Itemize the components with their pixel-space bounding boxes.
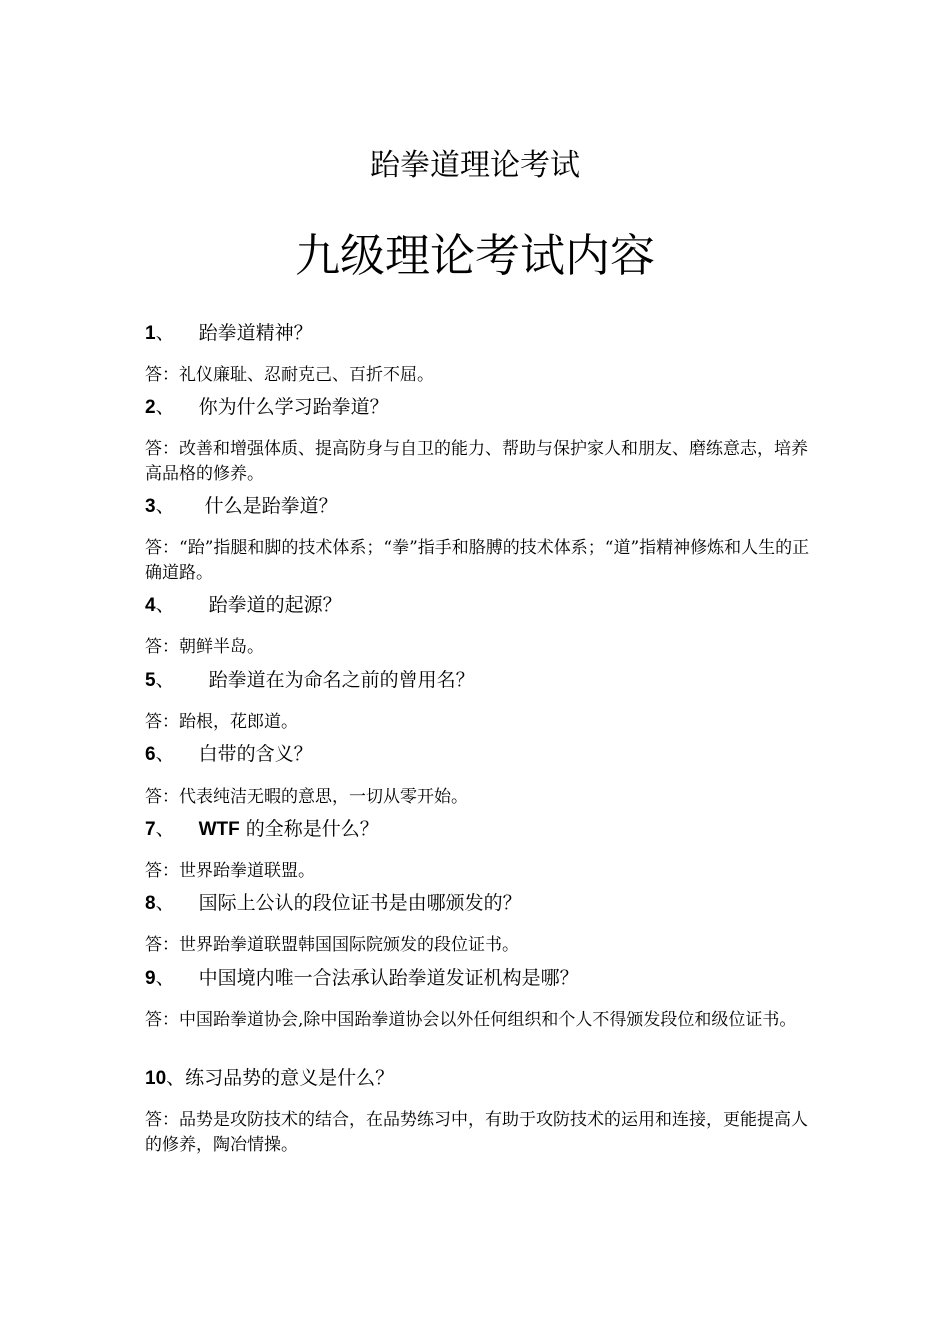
question-text-rest: 的全称是什么？: [239, 818, 379, 840]
question-7: [145, 812, 815, 846]
question-separator: 、: [155, 322, 175, 344]
question-text: 跆拳道的起源？: [208, 594, 342, 616]
answer-2: 答：改善和增强体质、提高防身与自卫的能力、帮助与保护家人和朋友、磨练意志，培养高品格的修养。: [145, 439, 808, 484]
question-text: 中国境内唯一合法承认跆拳道发证机构是哪？: [198, 967, 579, 989]
answer-7: 答：世界跆拳道联盟。: [145, 861, 315, 881]
question-separator: 、: [155, 818, 175, 840]
question-separator: 、: [155, 396, 175, 418]
question-separator: 、: [155, 892, 175, 914]
question-separator: 、: [155, 743, 175, 765]
document-subtitle: 九级理论考试内容: [294, 229, 655, 282]
question-1: [145, 316, 815, 350]
question-number: 7: [145, 819, 156, 840]
answer-9: 答：中国跆拳道协会,除中国跆拳道协会以外任何组织和个人不得颁发段位和级位证书。: [145, 1010, 797, 1030]
question-separator: 、: [166, 1067, 186, 1089]
question-text: 跆拳道在为命名之前的曾用名？: [208, 669, 475, 691]
answer-6: 答：代表纯洁无暇的意思，一切从零开始。: [145, 787, 468, 807]
question-number: 3: [145, 496, 156, 517]
question-number: 9: [145, 968, 156, 989]
question-4: [145, 588, 815, 622]
question-separator: 、: [155, 669, 175, 691]
question-text: 白带的含义？: [198, 743, 313, 765]
answer-5: 答：跆根，花郎道。: [145, 712, 298, 732]
answer-10: 答：品势是攻防技术的结合，在品势练习中，有助于攻防技术的运用和连接，更能提高人的修养，陶冶情操。: [145, 1110, 808, 1155]
acronym: WTF: [198, 819, 240, 840]
answer-1: 答：礼仪廉耻、忍耐克己、百折不屈。: [145, 365, 434, 385]
question-2: [145, 390, 815, 424]
question-number: 6: [145, 744, 156, 765]
question-6: [145, 737, 815, 771]
question-text: 国际上公认的段位证书是由哪颁发的？: [198, 892, 522, 914]
question-8: [145, 886, 815, 920]
question-number: 10: [145, 1068, 167, 1089]
question-separator: 、: [155, 967, 175, 989]
question-text: [199, 818, 379, 840]
question-text: 练习品势的意义是什么？: [185, 1067, 395, 1089]
question-number: 8: [145, 893, 156, 914]
question-10: [145, 1061, 815, 1095]
question-separator: 、: [155, 495, 175, 517]
question-3: [145, 489, 815, 523]
question-number: 4: [145, 595, 156, 616]
question-text: 什么是跆拳道？: [204, 495, 338, 517]
question-5: [145, 663, 815, 697]
answer-4: 答：朝鲜半岛。: [145, 637, 264, 657]
question-9: [145, 961, 815, 995]
answer-3: 答：“跆”指腿和脚的技术体系；“拳”指手和胳膊的技术体系；“道”指精神修炼和人生的正确道路。: [145, 538, 810, 583]
question-text: 你为什么学习跆拳道？: [198, 396, 389, 418]
question-number: 1: [145, 323, 156, 344]
question-number: 2: [145, 397, 156, 418]
question-number: 5: [145, 670, 156, 691]
question-separator: 、: [155, 594, 175, 616]
document-title: 跆拳道理论考试: [370, 148, 580, 183]
answer-8: 答：世界跆拳道联盟韩国国际院颁发的段位证书。: [145, 935, 519, 955]
question-text: 跆拳道精神？: [198, 322, 313, 344]
